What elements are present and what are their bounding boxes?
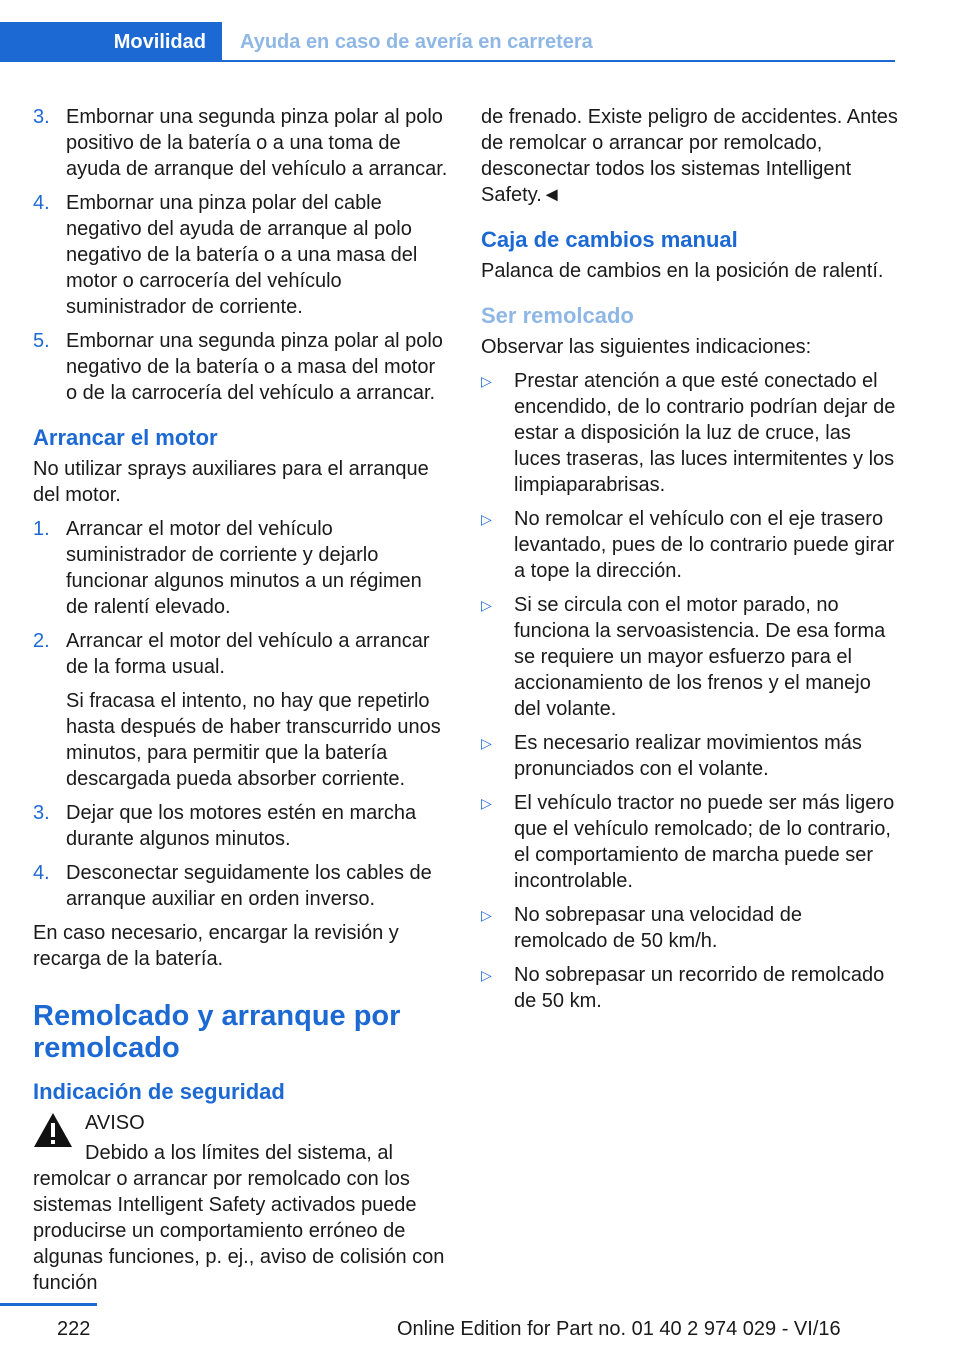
closing-paragraph: En caso necesario, encargar la revisión y recarga de la batería. xyxy=(33,922,399,970)
step-number: 4. xyxy=(33,192,50,214)
warning-continuation: de frenado. Existe peligro de accidentes. Antes de remolcar o arrancar por remolcado, desconectar todos los sistemas Intelligent Safety.◄ xyxy=(481,106,898,206)
list-item xyxy=(33,104,448,182)
list-item xyxy=(481,902,899,954)
step-number: 5. xyxy=(33,330,50,352)
list-item xyxy=(481,730,899,782)
step-text: Embornar una segunda pinza polar al polo negativo de la batería o a masa del motor o de la carrocería del vehículo a arrancar. xyxy=(66,330,443,404)
list-item xyxy=(481,368,899,498)
step-text: Embornar una segunda pinza polar al polo positivo de la batería o a una toma de ayuda de arranque del vehículo a arrancar. xyxy=(66,106,448,180)
right-column xyxy=(481,104,899,1022)
section-title[interactable]: Ayuda en caso de avería en carretera xyxy=(240,31,593,53)
bullet-arrow-icon: ▷ xyxy=(481,373,492,389)
bullet-text: No sobrepasar una velocidad de remolcado de 50 km/h. xyxy=(514,904,802,952)
header-rule xyxy=(0,60,895,62)
list-item xyxy=(481,962,899,1014)
step-text: Arrancar el motor del vehículo suministrador de corriente y dejarlo funcionar algunos minutos a un régimen de ralentí elevado. xyxy=(66,518,422,618)
warning-text: Debido a los límites del sistema, al remolcar o arrancar por remolcado con los sistemas Intelligent Safety activados puede producirse un comportamiento erróneo de algunas funciones, p. ej., aviso de colisión con función xyxy=(33,1142,445,1294)
list-item xyxy=(33,328,448,406)
connect-steps-list xyxy=(33,104,448,406)
step-number: 2. xyxy=(33,630,50,652)
seguridad-heading: Indicación de seguridad xyxy=(33,1079,285,1104)
step-number: 3. xyxy=(33,106,50,128)
caja-heading: Caja de cambios manual xyxy=(481,227,738,252)
warning-triangle-icon xyxy=(33,1112,73,1155)
list-item xyxy=(33,516,448,620)
list-item xyxy=(481,506,899,584)
bullet-text: No sobrepasar un recorrido de remolcado de 50 km. xyxy=(514,964,885,1012)
footer-rule xyxy=(0,1303,97,1306)
chapter-tab[interactable] xyxy=(0,22,222,62)
ser-remolcado-heading: Ser remolcado xyxy=(481,303,634,328)
arrancar-intro: No utilizar sprays auxiliares para el arranque del motor. xyxy=(33,458,429,506)
bullet-text: Prestar atención a que esté conectado el encendido, de lo contrario podrían dejar de estar a disposición la luz de cruce, las luces traseras, las luces intermitentes y los limpiaparabrisas. xyxy=(514,370,896,496)
remolcado-heading: Remolcado y arranque por remolcado xyxy=(33,1000,401,1064)
list-item xyxy=(481,790,899,894)
bullet-arrow-icon: ▷ xyxy=(481,511,492,527)
step-text: Desconectar seguidamente los cables de arranque auxiliar en orden inverso. xyxy=(66,862,432,910)
warning-title: AVISO xyxy=(85,1112,145,1134)
step-number: 4. xyxy=(33,862,50,884)
list-item xyxy=(33,190,448,320)
step-extra-text: Si fracasa el intento, no hay que repetirlo hasta después de haber transcurrido unos minutos, para permitir que la batería descargada pueda absorber corriente. xyxy=(66,690,441,790)
list-item xyxy=(33,800,448,852)
step-text: Arrancar el motor del vehículo a arrancar de la forma usual. xyxy=(66,630,430,678)
step-number: 3. xyxy=(33,802,50,824)
list-item xyxy=(33,860,448,912)
bullet-arrow-icon: ▷ xyxy=(481,735,492,751)
caja-text: Palanca de cambios en la posición de ralentí. xyxy=(481,260,884,282)
step-text: Dejar que los motores estén en marcha durante algunos minutos. xyxy=(66,802,417,850)
edition-footer: Online Edition for Part no. 01 40 2 974 029 - VI/16 xyxy=(397,1318,841,1340)
page-number: 222 xyxy=(57,1318,91,1340)
bullet-arrow-icon: ▷ xyxy=(481,597,492,613)
step-text: Embornar una pinza polar del cable negativo del ayuda de arranque al polo negativo de la batería o a una masa del motor o carrocería del vehículo suministrador de corriente. xyxy=(66,192,418,318)
bullet-text: No remolcar el vehículo con el eje trasero levantado, pues de lo contrario puede girar a tope la dirección. xyxy=(514,508,895,582)
warning-block xyxy=(33,1110,448,1136)
start-steps-list xyxy=(33,516,448,912)
chapter-label: Movilidad xyxy=(113,30,206,53)
bullet-arrow-icon: ▷ xyxy=(481,907,492,923)
bullet-text: Si se circula con el motor parado, no funciona la servoasistencia. De esa forma se requiere un mayor esfuerzo para el accionamiento de los frenos y el manejo del volante. xyxy=(514,594,886,720)
step-number: 1. xyxy=(33,518,50,540)
bullet-arrow-icon: ▷ xyxy=(481,795,492,811)
ser-intro: Observar las siguientes indicaciones: xyxy=(481,336,812,358)
page-header xyxy=(0,22,895,62)
bullet-text: Es necesario realizar movimientos más pronunciados con el volante. xyxy=(514,732,862,780)
bullet-arrow-icon: ▷ xyxy=(481,967,492,983)
left-column xyxy=(33,104,448,1296)
arrancar-heading: Arrancar el motor xyxy=(33,425,218,450)
list-item xyxy=(33,628,448,792)
bullet-text: El vehículo tractor no puede ser más ligero que el vehículo remolcado; de lo contrario, el comportamiento de marcha puede ser incontrolable. xyxy=(514,792,895,892)
towing-bullet-list xyxy=(481,368,899,1014)
list-item xyxy=(481,592,899,722)
